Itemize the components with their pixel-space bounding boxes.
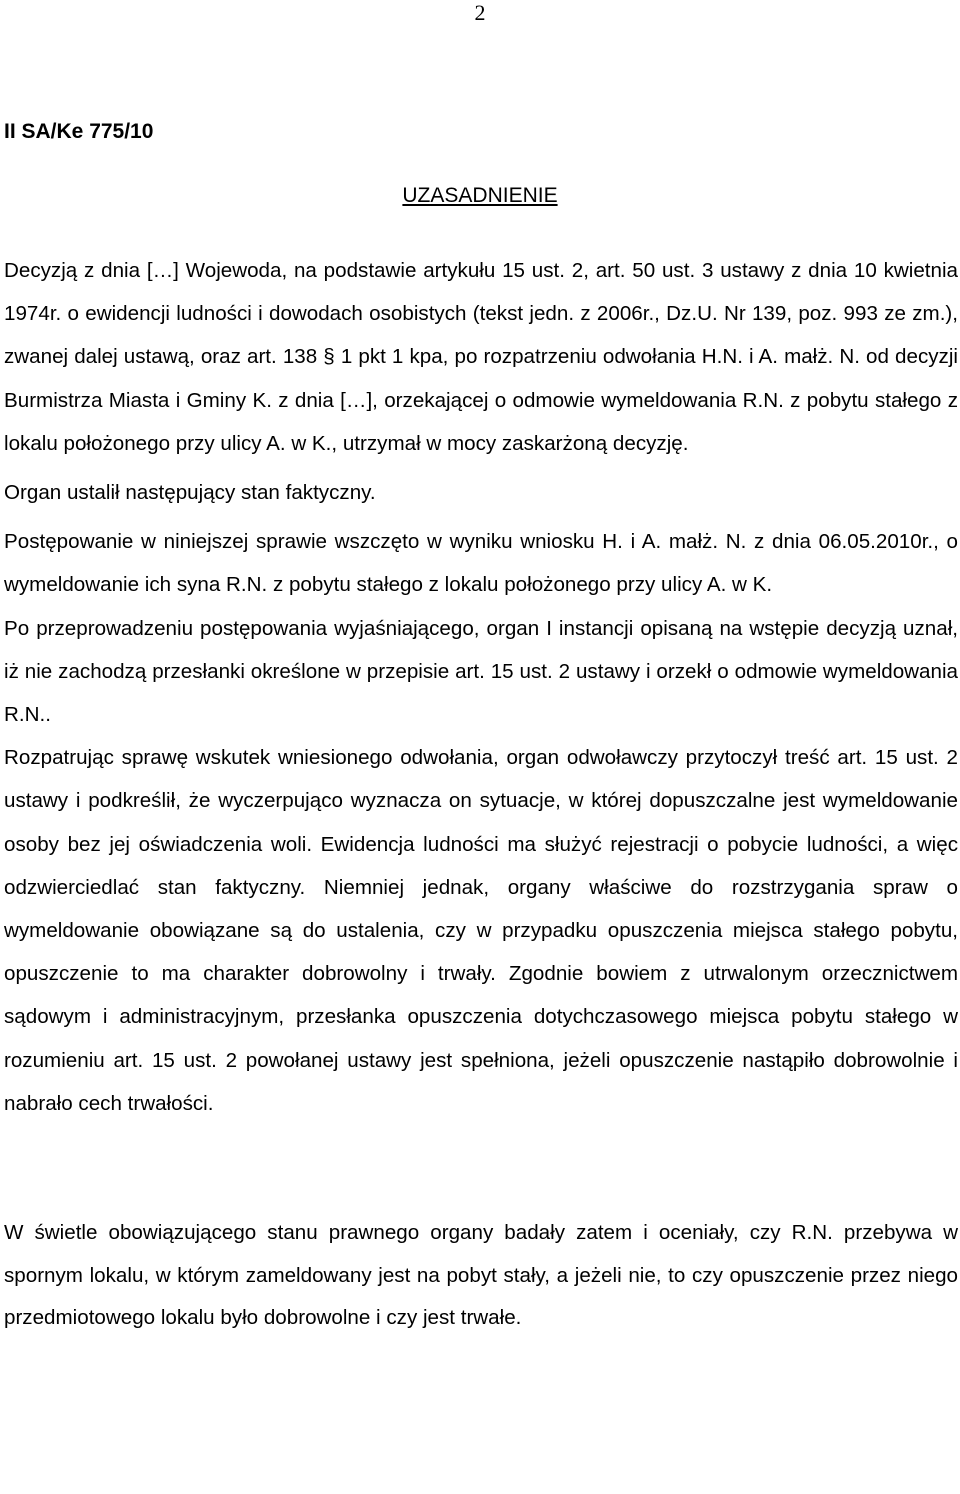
paragraph-assessment: W świetle obowiązującego stanu prawnego organy badały zatem i oceniały, czy R.N. przebywa w spornym lokalu, w którym zameldowany jest na pobyt stały, a jeżeli nie, to czy opuszczenie przez niego przedmiotowego lokalu było dobrowolne i czy jest trwałe.	[4, 1221, 958, 1329]
page-number: 2	[474, 0, 486, 25]
paragraph-appeal-body: Rozpatrując sprawę wskutek wniesionego odwołania, organ odwoławczy przytoczył treść art. 15 ust. 2 ustawy i podkreślił, że wyczerpująco wyznacza on sytuacje, w której dopuszczalne jest wymeldowanie osoby bez jej oświadczenia woli. Ewidencja ludności ma służyć rejestracji o pobycie ludności, a więc odzwierciedlać stan faktyczny. Niemniej jednak, organy właściwe do rozstrzygania spraw o wymeldowanie obowiązane są do ustalenia, czy w przypadku opuszczenia miejsca stałego pobytu, opuszczenie to ma charakter dobrowolny i trwały. Zgodnie bowiem z utrwalonym orzecznictwem sądowym i administracyjnym, przesłanka opuszczenia dotychczasowego miejsca pobytu stałego w rozumieniu art. 15 ust. 2 powołanej ustawy jest spełniona, jeżeli opuszczenie nastąpiło dobrowolnie i nabrało cech trwałości.	[4, 746, 958, 1115]
case-number: II SA/Ke 775/10	[4, 120, 154, 143]
paragraph-first-instance: Po przeprowadzeniu postępowania wyjaśniającego, organ I instancji opisaną na wstępie decyzją uznał, iż nie zachodzą przesłanki określone w przepisie art. 15 ust. 2 ustawy i orzekł o odmowie wymeldowania R.N..	[4, 616, 958, 727]
justification-body	[4, 249, 958, 1125]
paragraph-decision: Decyzją z dnia […] Wojewoda, na podstawie artykułu 15 ust. 2, art. 50 ust. 3 ustawy z dnia 10 kwietnia 1974r. o ewidencji ludności i dowodach osobistych (tekst jedn. z 2006r., Dz.U. Nr 139, poz. 993 ze zm.), zwanej dalej ustawą, oraz art. 138 § 1 pkt 1 kpa, po rozpatrzeniu odwołania H.N. i A. małż. N. od decyzji Burmistrza Miasta i Gminy K. z dnia […], orzekającej o odmowie wymeldowania R.N. z pobytu stałego z lokalu położonego przy ulicy A. w K., utrzymał w mocy zaskarżoną decyzję.	[4, 259, 958, 455]
justification-body-continued	[4, 1212, 958, 1340]
paragraph-proceedings: Postępowanie w niniejszej sprawie wszczęto w wyniku wniosku H. i A. małż. N. z dnia 06.05.2010r., o wymeldowanie ich syna R.N. z pobytu stałego z lokalu położonego przy ulicy A. w K.	[4, 530, 958, 597]
paragraph-facts-intro: Organ ustalił następujący stan faktyczny.	[4, 481, 376, 505]
document-heading: UZASADNIENIE	[402, 184, 558, 207]
